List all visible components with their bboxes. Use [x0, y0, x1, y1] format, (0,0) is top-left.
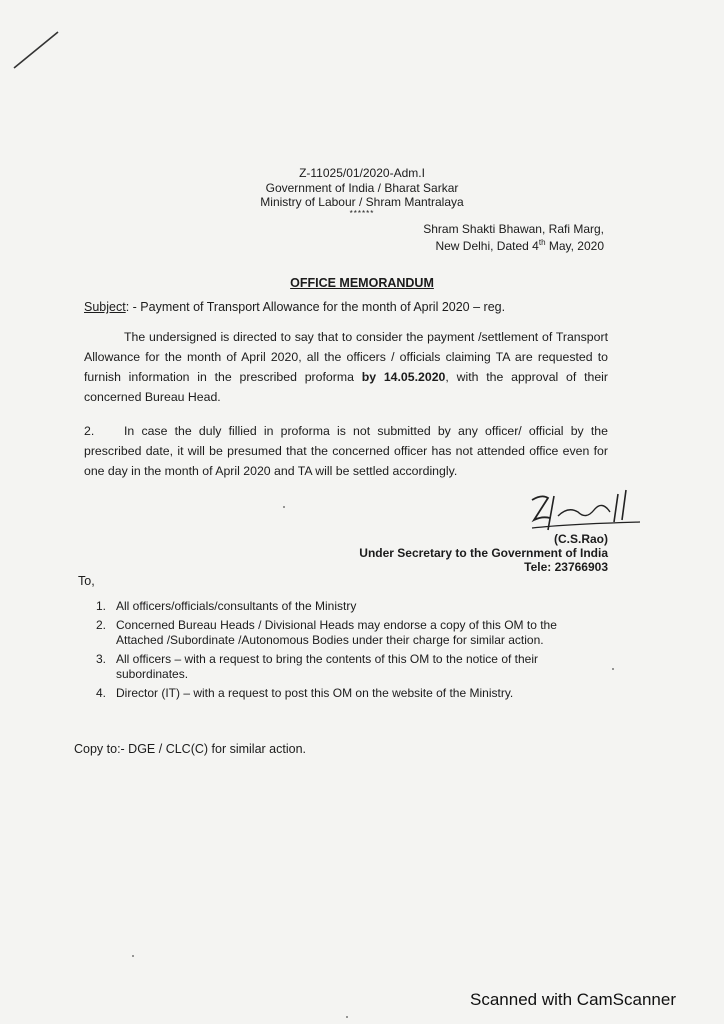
- subject-text: : - Payment of Transport Allowance for the month of April 2020 – reg.: [125, 300, 506, 314]
- document-title: OFFICE MEMORANDUM: [290, 276, 434, 290]
- scan-speck: [283, 506, 285, 508]
- signatory-telephone: Tele: 23766903: [524, 560, 608, 574]
- list-item-number: 3.: [96, 652, 107, 666]
- list-item-number: 4.: [96, 686, 107, 700]
- list-item-text: Director (IT) – with a request to post this OM on the website of the Ministry.: [116, 686, 514, 700]
- file-number: Z-11025/01/2020-Adm.I: [299, 166, 425, 180]
- government-line: Government of India / Bharat Sarkar: [265, 181, 459, 195]
- subject-line: [84, 300, 505, 314]
- ministry-line: Ministry of Labour / Shram Mantralaya: [260, 195, 464, 209]
- list-item-text: Concerned Bureau Heads / Divisional Heads may endorse a copy of this OM to the Attached /Subordinate /Autonomous Bodies under their charge for similar action.: [116, 618, 557, 647]
- paragraph-1-text-b: , with the approval of their concerned Bureau Head.: [84, 370, 609, 404]
- list-item: [96, 686, 566, 701]
- signatory-name: (C.S.Rao): [554, 532, 608, 546]
- list-item-text: All officers/officials/consultants of the Ministry: [116, 599, 357, 613]
- address-line-1: Shram Shakti Bhawan, Rafi Marg,: [423, 222, 604, 236]
- list-item-number: 2.: [96, 618, 107, 632]
- deadline-date: by 14.05.2020: [361, 370, 446, 384]
- scan-speck: [612, 668, 614, 670]
- scan-speck: [346, 1016, 348, 1018]
- copy-to-line: Copy to:- DGE / CLC(C) for similar action.: [74, 742, 306, 756]
- list-item-number: 1.: [96, 599, 107, 613]
- scan-speck: [132, 955, 134, 957]
- paragraph-1: [84, 327, 608, 407]
- handwritten-signature: [528, 486, 646, 536]
- paragraph-2-text: In case the duly fillied in proforma is not submitted by any officer/ official by the prescribed date, it will be presumed that the concerned officer has not attended office even for one day in the month of April 2020 and TA will be settled accordingly.: [84, 424, 608, 478]
- paragraph-2-number: 2.: [84, 424, 95, 438]
- signatory-designation: Under Secretary to the Government of India: [359, 546, 608, 560]
- to-label: To,: [78, 574, 95, 588]
- date-prefix: New Delhi, Dated 4: [435, 239, 539, 253]
- list-item: [96, 599, 566, 614]
- recipient-list: [96, 599, 566, 705]
- list-item: [96, 652, 566, 682]
- camscanner-watermark: Scanned with CamScanner: [470, 990, 677, 1009]
- paragraph-1-text-a: The undersigned is directed to say that to consider the payment /settlement of Transport Allowance for the month of April 2020, all the officers / officials claiming TA are requested to furnish information in the prescribed proforma: [84, 330, 608, 384]
- date-suffix: May, 2020: [545, 239, 604, 253]
- list-item-text: All officers – with a request to bring the contents of this OM to the notice of their subordinates.: [116, 652, 538, 681]
- list-item: [96, 618, 566, 648]
- address-date-line: [435, 236, 604, 253]
- star-separator: ******: [349, 209, 375, 218]
- subject-label: Subject: [84, 300, 126, 314]
- paragraph-2: [84, 421, 608, 481]
- date-superscript: th: [538, 238, 546, 247]
- pen-slash-mark: [12, 30, 60, 70]
